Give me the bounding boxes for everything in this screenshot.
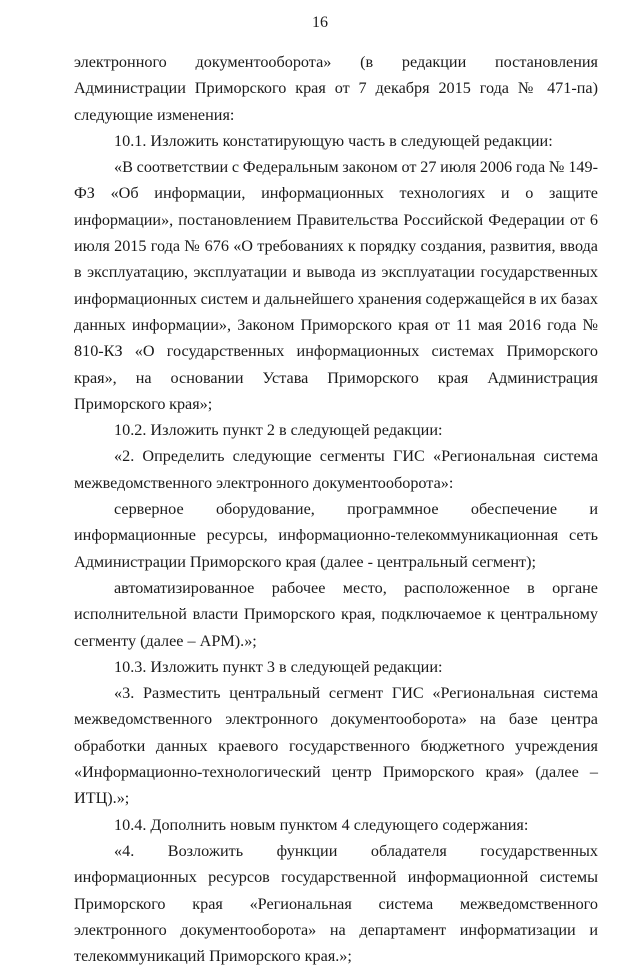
paragraph-intro: электронного документооборота» (в редакции постановления Администрации Приморского края от 7 декабря 2015 года № 471-па) следующие изменения:: [74, 53, 598, 124]
paragraph-10-4: 10.4. Дополнить новым пунктом 4 следующего содержания:: [114, 815, 529, 834]
paragraph-item-3: «3. Разместить центральный сегмент ГИС «Региональная система межведомственного электронного документооборота» на базе центра обработки данных краевого государственного бюджетного учреждения «Информационно-технологический центр Приморского края» (далее – ИТЦ).»;: [74, 684, 598, 808]
paragraph-item-2: «2. Определить следующие сегменты ГИС «Региональная система межведомственного электронного документооборота»:: [74, 447, 598, 492]
paragraph-preamble: «В соответствии с Федеральным законом от 27 июля 2006 года № 149-ФЗ «Об информации, информационных технологиях и о защите информации», постановлением Правительства Российской Федерации от 6 июля 2015 года № 676 «О требованиях к порядку создания, развития, ввода в эксплуатацию, эксплуатации и вывода из эксплуатации государственных информационных систем и дальнейшего хранения содержащейся в их базах данных информации», Законом Приморского края от 11 мая 2016 года № 810-КЗ «О государственных информационных системах Приморского края», на основании Устава Приморского края Администрация Приморского края»;: [74, 158, 598, 413]
paragraph-10-3: 10.3. Изложить пункт 3 в следующей редакции:: [114, 657, 443, 676]
page-number: 16: [312, 14, 328, 31]
paragraph-item-4: «4. Возложить функции обладателя государственных информационных ресурсов государственной информационной системы Приморского края «Региональная система межведомственного электронного документооборота» на департамент информатизации и телекоммуникаций Приморского края.»;: [74, 841, 598, 966]
paragraph-10-2: 10.2. Изложить пункт 2 в следующей редакции:: [114, 421, 443, 440]
document-body: [74, 49, 598, 969]
paragraph-arm: автоматизированное рабочее место, расположенное в органе исполнительной власти Приморского края, подключаемое к центральному сегменту (далее – АРМ).»;: [74, 578, 598, 650]
paragraph-10-1: 10.1. Изложить констатирующую часть в следующей редакции:: [114, 131, 553, 150]
paragraph-central-segment: серверное оборудование, программное обеспечение и информационные ресурсы, информационно-телекоммуникационная сеть Администрации Приморского края (далее - центральный сегмент);: [74, 500, 598, 571]
